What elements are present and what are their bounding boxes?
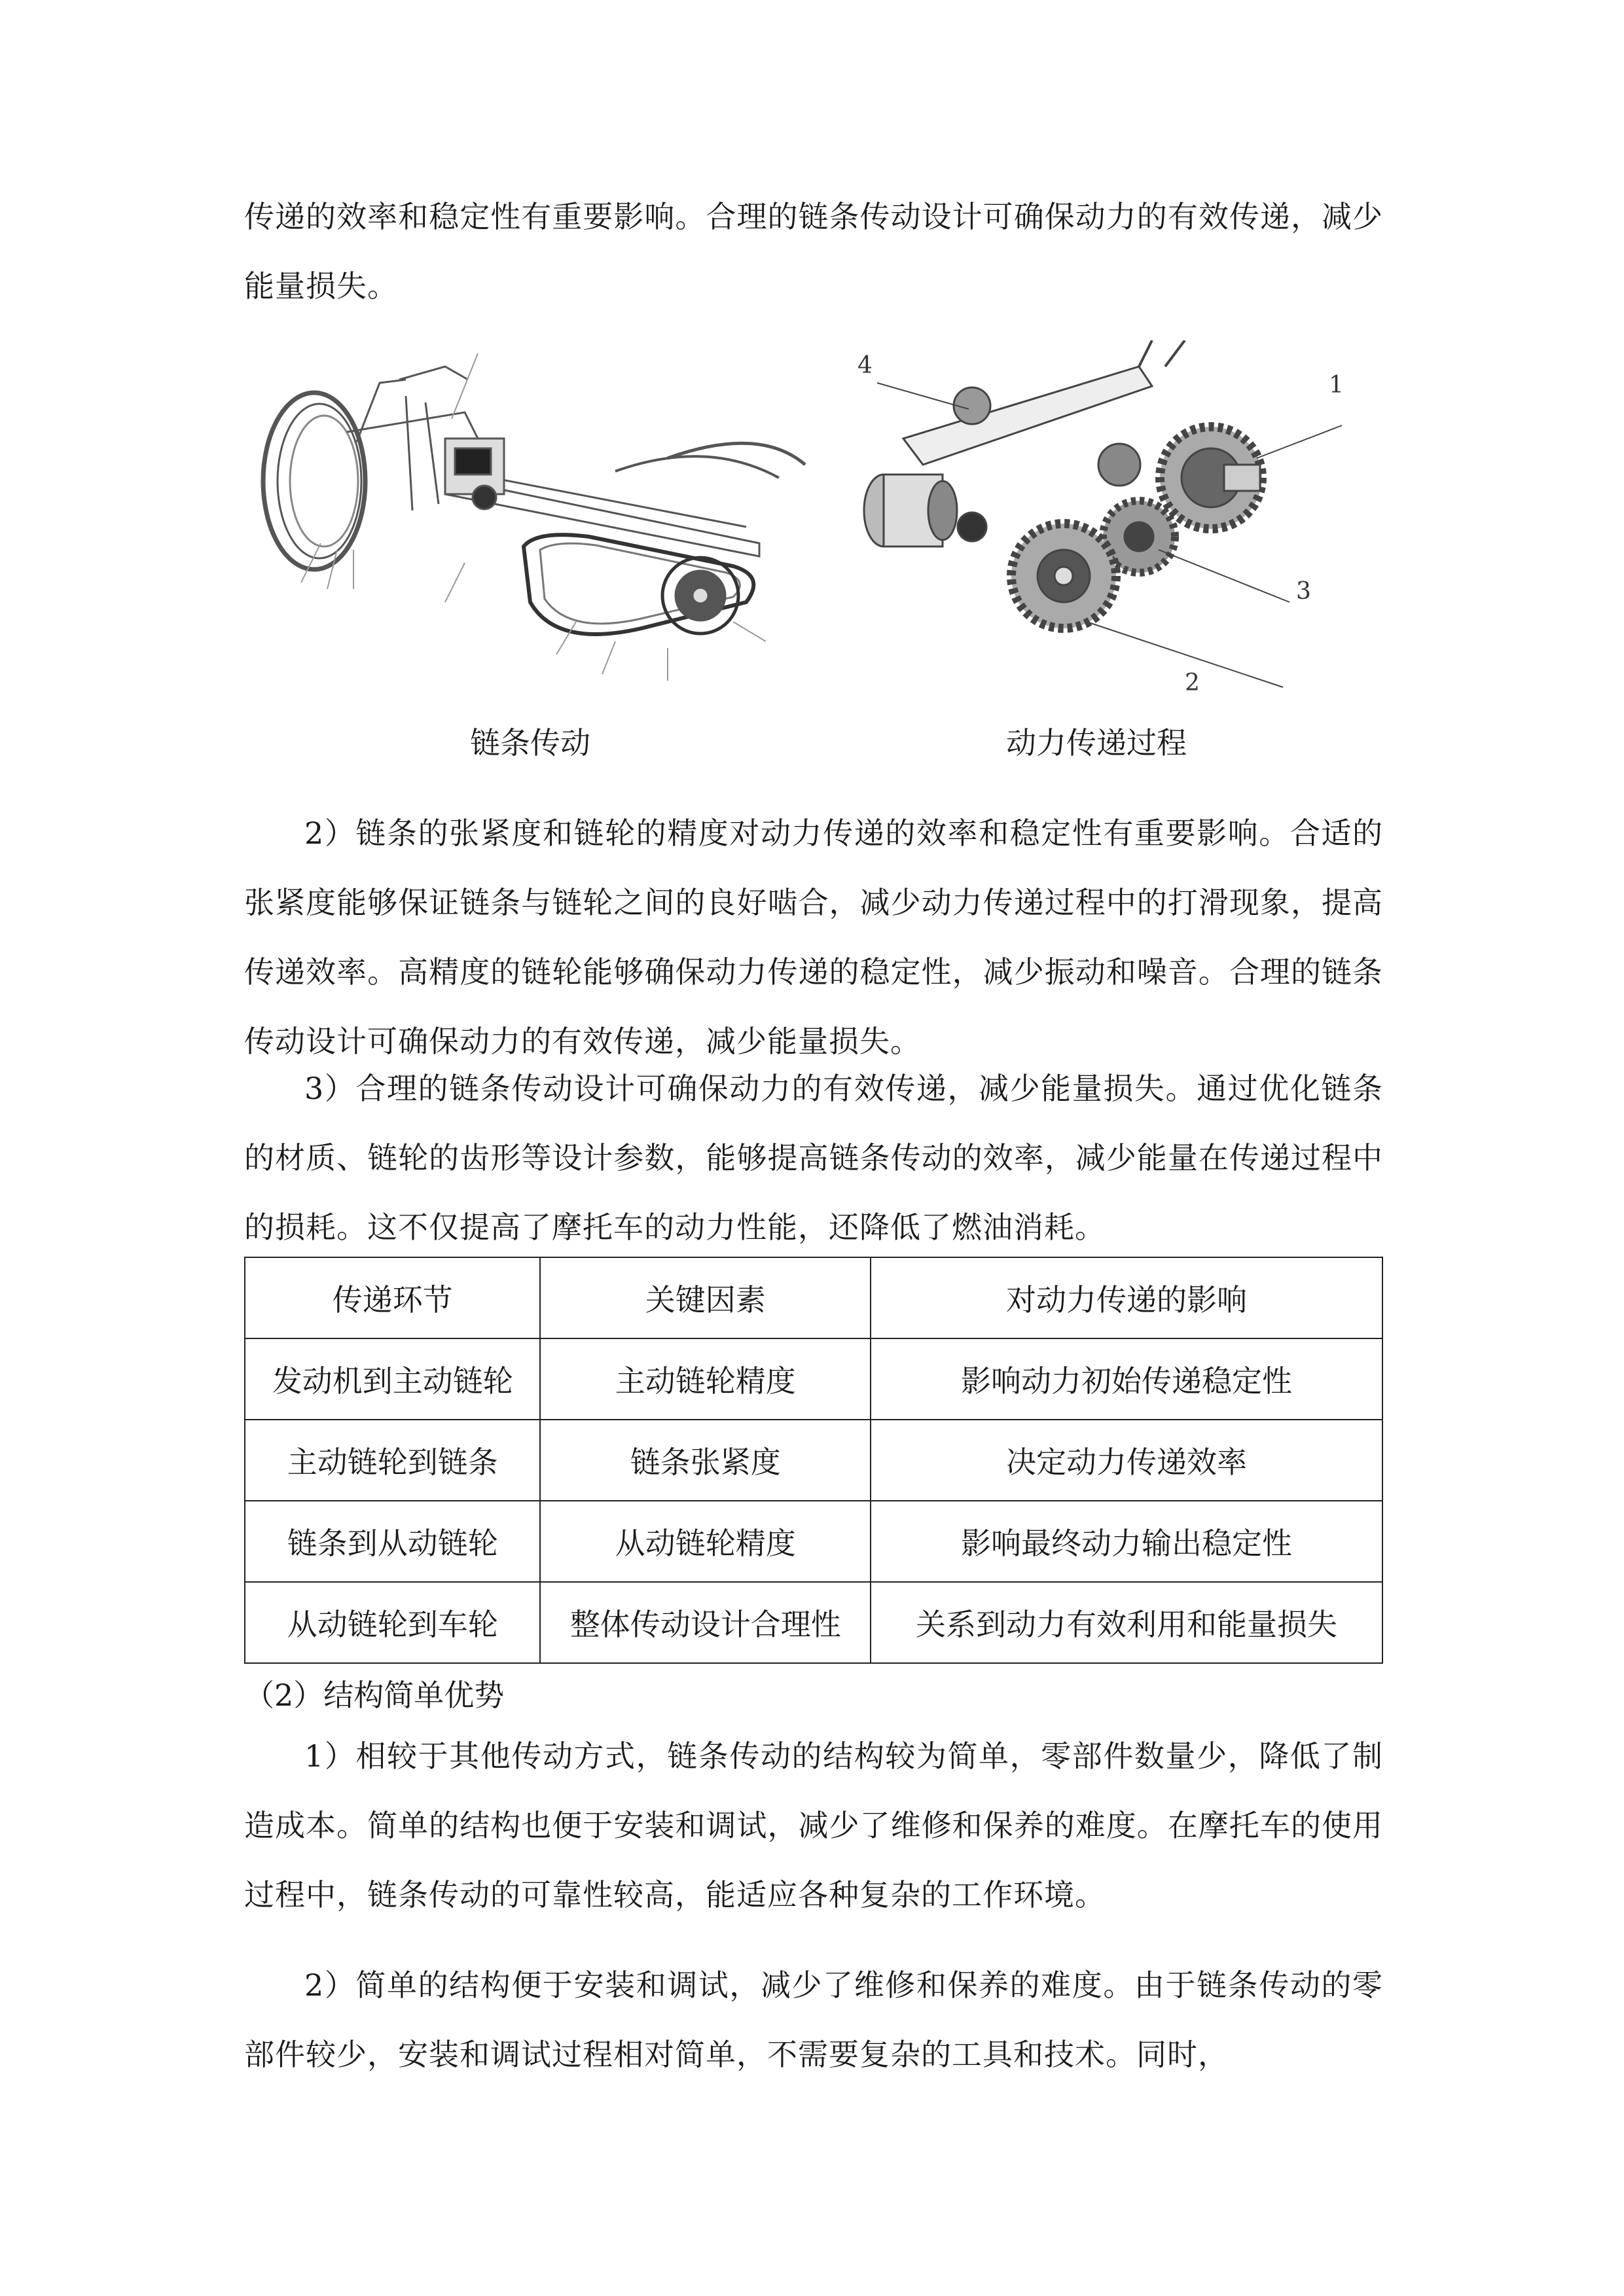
paragraph-5: 2）简单的结构便于安装和调试，减少了维修和保养的难度。由于链条传动的零部件较少，安装和调试过程相对简单，不需要复杂的工具和技术。同时， <box>244 1967 1383 2072</box>
paragraph-3: 3）合理的链条传动设计可确保动力的有效传递，减少能量损失。通过优化链条的材质、链轮的齿形等设计参数，能够提高链条传动的效率，减少能量在传递过程中的损耗。这不仅提高了摩托车的动力性能，还降低了燃油消耗。 <box>244 1071 1383 1245</box>
table-cell: 主动链轮精度 <box>540 1338 870 1420</box>
figure-label-3: 3 <box>1296 578 1311 605</box>
figure-caption-left: 链条传动 <box>470 725 590 761</box>
table-header-row <box>245 1257 1382 1338</box>
table-cell: 决定动力传递效率 <box>871 1420 1382 1501</box>
gear-assembly-illustration <box>831 340 1394 707</box>
top-paragraph: 传递的效率和稳定性有重要影响。合理的链条传动设计可确保动力的有效传递，减少能量损失。 <box>244 199 1383 304</box>
table-cell: 关系到动力有效利用和能量损失 <box>871 1582 1382 1663</box>
paragraph-2: 2）链条的张紧度和链轮的精度对动力传递的效率和稳定性有重要影响。合适的张紧度能够保证链条与链轮之间的良好啮合，减少动力传递过程中的打滑现象，提高传递效率。高精度的链轮能够确保动力传递的稳定性，减少振动和噪音。合理的链条传动设计可确保动力的有效传递，减少能量损失。 <box>244 816 1383 1059</box>
table-row <box>245 1338 1382 1420</box>
table-cell: 整体传动设计合理性 <box>540 1582 870 1663</box>
table-cell: 从动链轮精度 <box>540 1501 870 1582</box>
table-header-cell: 传递环节 <box>245 1257 540 1338</box>
table-cell: 链条到从动链轮 <box>245 1501 540 1582</box>
table-cell: 影响最终动力输出稳定性 <box>871 1501 1382 1582</box>
table-cell: 链条张紧度 <box>540 1420 870 1501</box>
table-cell: 主动链轮到链条 <box>245 1420 540 1501</box>
section-heading: （2）结构简单优势 <box>244 1677 505 1713</box>
transmission-table <box>244 1257 1383 1664</box>
table-row <box>245 1501 1382 1582</box>
figure-caption-right: 动力传递过程 <box>1006 725 1187 761</box>
power-transmission-figure <box>831 340 1394 759</box>
figure-label-4: 4 <box>857 352 873 379</box>
table-row <box>245 1420 1382 1501</box>
chain-drive-figure <box>249 340 818 759</box>
table-header-cell: 关键因素 <box>540 1257 870 1338</box>
paragraph-4: 1）相较于其他传动方式，链条传动的结构较为简单，零部件数量少，降低了制造成本。简单的结构也便于安装和调试，减少了维修和保养的难度。在摩托车的使用过程中，链条传动的可靠性较高，能适应各种复杂的工作环境。 <box>244 1738 1383 1912</box>
table-cell: 从动链轮到车轮 <box>245 1582 540 1663</box>
figure-label-2: 2 <box>1185 670 1200 696</box>
table-row <box>245 1582 1382 1663</box>
figure-label-1: 1 <box>1329 372 1344 399</box>
table-header-cell: 对动力传递的影响 <box>871 1257 1382 1338</box>
chain-drive-illustration <box>249 340 818 707</box>
table-cell: 发动机到主动链轮 <box>245 1338 540 1420</box>
table-cell: 影响动力初始传递稳定性 <box>871 1338 1382 1420</box>
